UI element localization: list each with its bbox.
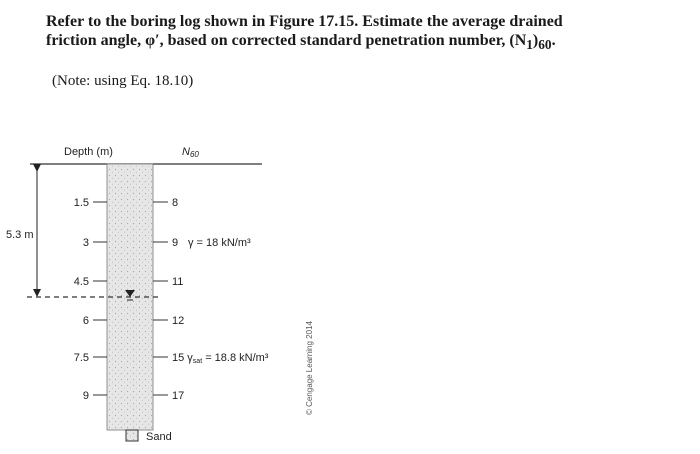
subscript-1: 1: [526, 37, 533, 53]
n60-values: [172, 197, 184, 402]
depth-label: 1.5: [73, 197, 89, 209]
gamma-sat-suffix: = 18.8 kN/m³: [202, 352, 269, 364]
depth-ticks: [93, 202, 107, 395]
gamma-sat-prefix: 15 γ: [172, 352, 193, 364]
n60-value: 17: [172, 390, 185, 402]
n60-value: 9: [172, 237, 179, 249]
unit-weight-label: γ = 18 kN/m³: [188, 237, 251, 249]
sand-legend-swatch: [126, 430, 138, 441]
depth-label: 4.5: [73, 276, 89, 288]
question-period: .: [551, 32, 556, 49]
copyright-text: © Cengage Learning 2014: [305, 321, 314, 415]
sand-legend-label: Sand: [146, 431, 172, 443]
gamma-sat-sub: sat: [192, 358, 203, 365]
depth-label: 3: [82, 237, 89, 249]
depth-header: Depth (m): [64, 146, 113, 158]
note-text: (Note: using Eq. 18.10): [52, 73, 194, 89]
n60-value: 11: [172, 276, 184, 288]
depth-labels: [74, 197, 89, 402]
saturated-unit-weight-label: [172, 352, 269, 365]
question-line-2-text: friction angle, φ′, based on corrected standard penetration number, (N: [46, 32, 527, 49]
depth-label: 7.5: [73, 352, 89, 364]
n60-header: [182, 146, 199, 159]
n60-value: 8: [172, 197, 179, 209]
depth-label: 9: [82, 390, 89, 402]
n60-ticks: [153, 202, 168, 395]
subscript-60: 60: [538, 37, 552, 53]
n60-header-n: N: [182, 146, 190, 158]
question-paren: ): [532, 32, 539, 49]
question-line-1: Refer to the boring log shown in Figure 17.15. Estimate the average drained: [46, 13, 563, 30]
depth-label: 6: [82, 315, 89, 327]
n60-header-sub: 60: [189, 150, 199, 159]
n60-value: 12: [172, 315, 185, 327]
water-table-depth-label: 5.3 m: [6, 229, 34, 241]
